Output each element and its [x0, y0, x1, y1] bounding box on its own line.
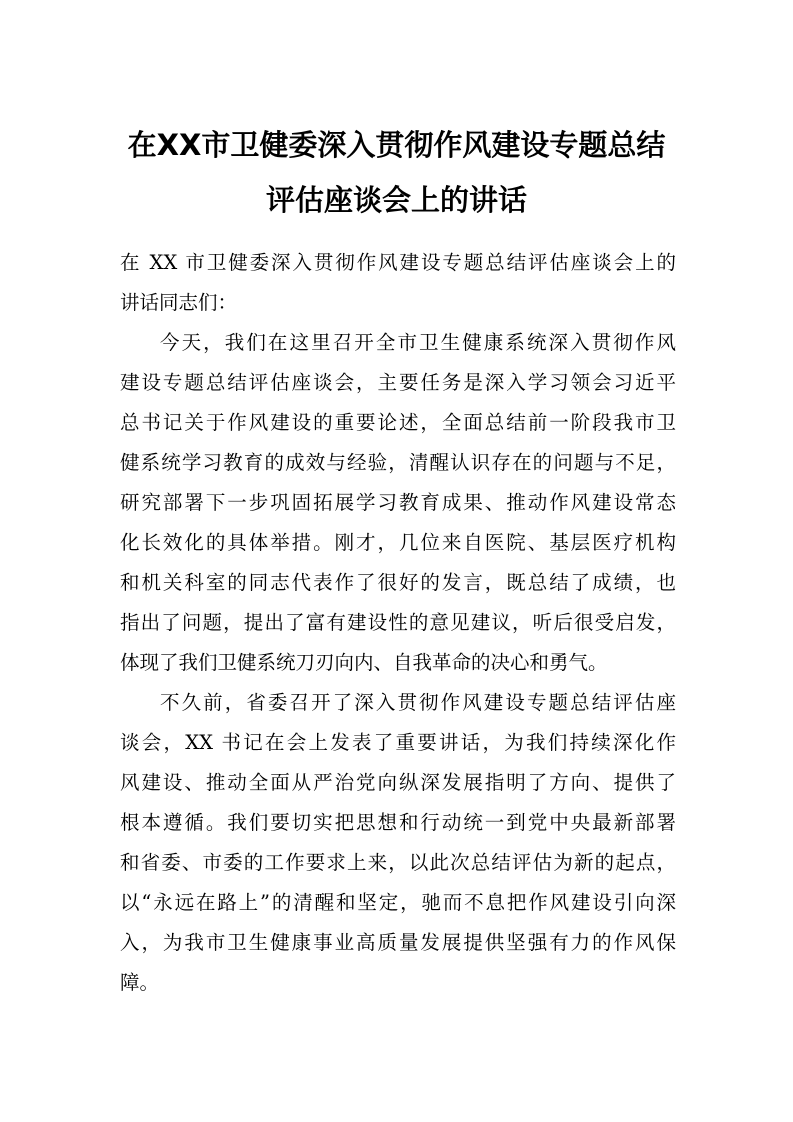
paragraph-2-line: 根本遵循。我们要切实把思想和行动统一到党中央最新部署 [120, 811, 676, 834]
paragraph-1-line: 健系统学习教育的成效与经验，清醒认识存在的问题与不足， [120, 451, 676, 474]
paragraph-1-line: 化长效化的具体举措。刚才，几位来自医院、基层医疗机构 [120, 531, 676, 554]
paragraph-2-line: 不久前，省委召开了深入贯彻作风建设专题总结评估座 [160, 691, 676, 714]
paragraph-1-line: 建设专题总结评估座谈会，主要任务是深入学习领会习近平 [120, 371, 676, 394]
paragraph-2-line: 入，为我市卫生健康事业高质量发展提供坚强有力的作风保 [120, 931, 676, 954]
document-title [70, 118, 723, 228]
paragraph-1-line: 和机关科室的同志代表作了很好的发言，既总结了成绩，也 [120, 571, 676, 594]
paragraph-1-line: 研究部署下一步巩固拓展学习教育成果、推动作风建设常态 [120, 491, 676, 514]
document-body [120, 243, 676, 1003]
paragraph-1-line: 指出了问题，提出了富有建设性的意见建议，听后很受启发， [120, 611, 676, 634]
intro-line: 在 XX 市卫健委深入贯彻作风建设专题总结评估座谈会上的 [120, 251, 676, 274]
paragraph-1-line: 今天，我们在这里召开全市卫生健康系统深入贯彻作风 [160, 331, 676, 354]
paragraph-2-line: 谈会，XX 书记在会上发表了重要讲话，为我们持续深化作 [120, 731, 676, 754]
paragraph-2-line: 以“永远在路上”的清醒和坚定，驰而不息把作风建设引向深 [120, 891, 676, 914]
title-line-1: 在XX市卫健委深入贯彻作风建设专题总结 [127, 128, 666, 162]
paragraph-2-line: 障。 [120, 971, 160, 994]
paragraph-1-line: 体现了我们卫健系统刀刃向内、自我革命的决心和勇气。 [120, 651, 608, 674]
paragraph-2-line: 和省委、市委的工作要求上来，以此次总结评估为新的起点， [120, 851, 676, 874]
paragraph-1-line: 总书记关于作风建设的重要论述，全面总结前一阶段我市卫 [120, 411, 676, 434]
paragraph-2-line: 风建设、推动全面从严治党向纵深发展指明了方向、提供了 [120, 771, 676, 794]
title-line-2: 评估座谈会上的讲话 [265, 183, 527, 217]
intro-line: 讲话同志们： [120, 291, 238, 314]
